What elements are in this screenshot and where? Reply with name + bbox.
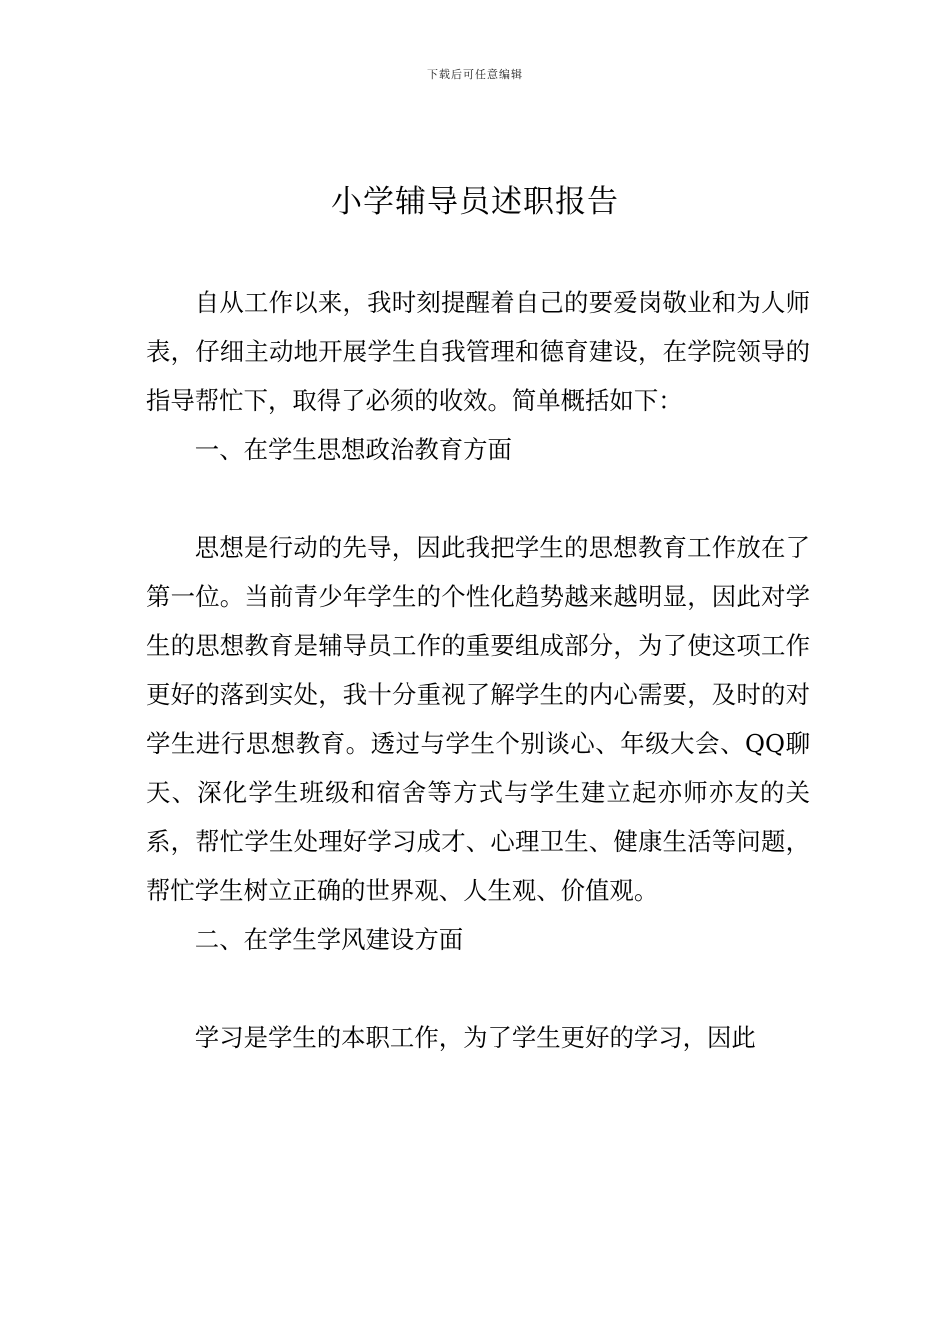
header-note: 下载后可任意编辑 (427, 68, 523, 81)
section-1-paragraph: 思想是行动的先导，因此我把学生的思想教育工作放在了第一位。当前青少年学生的个性化趋势越来越明显，因此对学生的思想教育是辅导员工作的重要组成部分，为了使这项工作更好的落到实处，我十分重视了解学生的内心需要，及时的对学生进行思想教育。透过与学生个别谈心、年级大会、QQ聊天、深化学生班级和宿舍等方式与学生建立起亦师亦友的关系，帮忙学生处理好学习成才、心理卫生、健康生活等问题，帮忙学生树立正确的世界观、人生观、价值观。 (146, 533, 810, 905)
section-2-paragraph: 学习是学生的本职工作，为了学生更好的学习，因此 (194, 1023, 756, 1052)
intro-paragraph: 自从工作以来，我时刻提醒着自己的要爱岗敬业和为人师表，仔细主动地开展学生自我管理和德育建设，在学院领导的指导帮忙下，取得了必须的收效。简单概括如下： (146, 288, 810, 415)
section-heading-2: 二、在学生学风建设方面 (194, 925, 464, 954)
document-title: 小学辅导员述职报告 (331, 184, 619, 220)
section-heading-1: 一、在学生思想政治教育方面 (194, 435, 512, 464)
document-body (146, 278, 810, 1062)
